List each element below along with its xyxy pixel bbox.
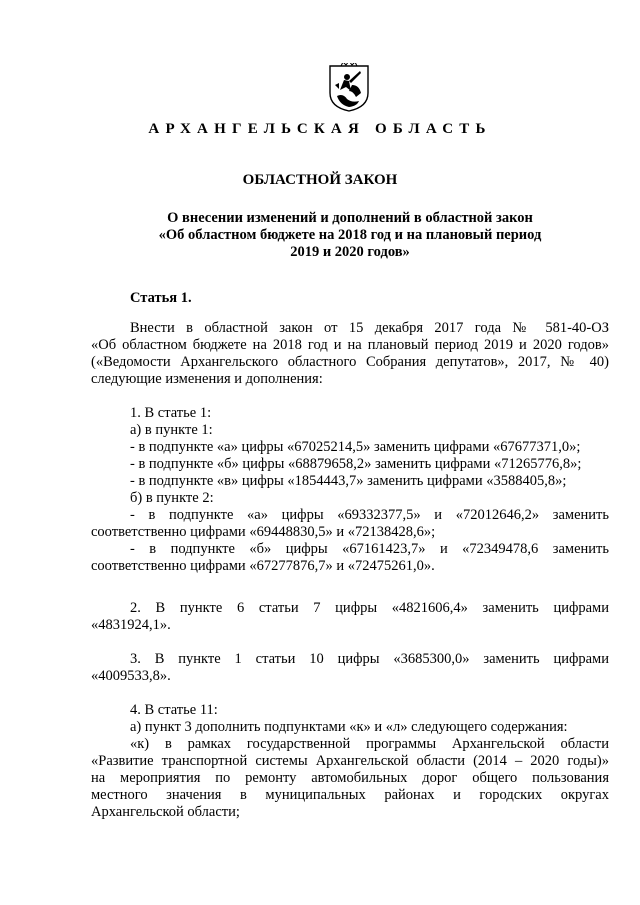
text-line: 4. В статье 11: <box>130 702 218 718</box>
item-2 <box>91 600 609 634</box>
text-line: «4009533,8». <box>91 668 171 684</box>
text-line: «Развитие транспортной системы Архангельской области (2014 – 2020 годы)» <box>91 753 609 769</box>
title-line: О внесении изменений и дополнений в областной закон <box>167 210 533 226</box>
text-line: на мероприятия по ремонту автомобильных дорог общего пользования <box>91 770 609 786</box>
text-line: 2. В пункте 6 статьи 7 цифры «4821606,4» заменить цифрами <box>130 600 609 616</box>
text-line: - в подпункте «б» цифры «68879658,2» заменить цифрами «71265776,8»; <box>130 456 582 472</box>
text-line: 1. В статье 1: <box>130 405 212 421</box>
text-line: «к) в рамках государственной программы Архангельской области <box>130 736 609 752</box>
law-type: ОБЛАСТНОЙ ЗАКОН <box>242 172 398 188</box>
text-line: а) пункт 3 дополнить подпунктами «к» и «л» следующего содержания: <box>130 719 568 735</box>
text-line: соответственно цифрами «67277876,7» и «72475261,0». <box>91 558 435 574</box>
text-line: Внести в областной закон от 15 декабря 2017 года № 581-40-ОЗ <box>130 320 609 336</box>
region-name: АРХАНГЕЛЬСКАЯ ОБЛАСТЬ <box>148 121 492 137</box>
text-line: - в подпункте «б» цифры «67161423,7» и «72349478,6 заменить <box>130 541 609 557</box>
text-line: - в подпункте «в» цифры «1854443,7» заменить цифрами «3588405,8»; <box>130 473 567 489</box>
text-line: следующие изменения и дополнения: <box>91 371 323 387</box>
text-line: б) в пункте 2: <box>130 490 214 506</box>
text-line: «4831924,1». <box>91 617 171 633</box>
item-1 <box>91 405 609 575</box>
coat-of-arms-icon <box>327 63 371 113</box>
intro-paragraph <box>91 320 609 388</box>
text-line: 3. В пункте 1 статьи 10 цифры «3685300,0» заменить цифрами <box>130 651 609 667</box>
title-line: «Об областном бюджете на 2018 год и на плановый период <box>158 227 542 243</box>
text-line: местного значения в муниципальных районах и городских округах <box>91 787 609 803</box>
text-line: - в подпункте «а» цифры «67025214,5» заменить цифрами «67677371,0»; <box>130 439 581 455</box>
text-line: Архангельской области; <box>91 804 240 820</box>
text-line: «Об областном бюджете на 2018 год и на плановый период 2019 и 2020 годов» <box>91 337 609 353</box>
law-title <box>120 210 580 261</box>
text-line: - в подпункте «а» цифры «69332377,5» и «72012646,2» заменить <box>130 507 609 523</box>
text-line: («Ведомости Архангельского областного Собрания депутатов», 2017, № 40) <box>91 354 609 370</box>
item-3 <box>91 651 609 685</box>
article-heading: Статья 1. <box>130 290 192 306</box>
item-4 <box>91 702 609 821</box>
title-line: 2019 и 2020 годов» <box>290 244 410 260</box>
text-line: соответственно цифрами «69448830,5» и «72138428,6»; <box>91 524 436 540</box>
text-line: а) в пункте 1: <box>130 422 213 438</box>
